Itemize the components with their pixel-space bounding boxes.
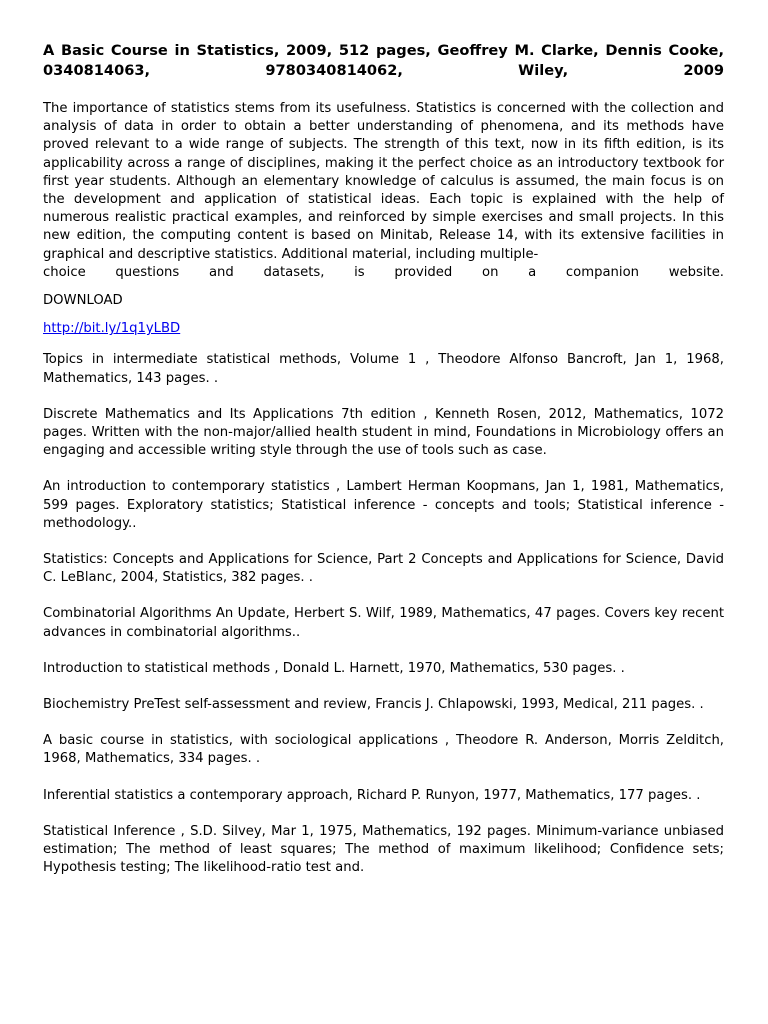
download-link[interactable]: http://bit.ly/1q1yLBD <box>43 321 181 337</box>
download-label: DOWNLOAD <box>43 293 123 309</box>
related-book-item: Biochemistry PreTest self-assessment and review, Francis J. Chlapowski, 1993, Medical, 211 pages. . <box>43 697 704 713</box>
book-description-body: The importance of statistics stems from its usefulness. Statistics is concerned with the collection and analysis of data in order to obtain a better understanding of phenomena, and its methods have proved relevant to a wide range of subjects. The strength of this text, now in its fifth edition, is its applicability across a range of disciplines, making it the perfect choice as an introductory textbook for first year students. Although an elementary knowledge of calculus is assumed, the main focus is on the development and application of statistical ideas. Each topic is explained with the help of numerous realistic practical examples, and reinforced by simple exercises and small projects. In this new edition, the computing content is based on Minitab, Release 14, with its extensive facilities in graphical and descriptive statistics. Additional material, including multiple- <box>43 101 724 262</box>
related-book-item: Topics in intermediate statistical methods, Volume 1 , Theodore Alfonso Bancroft, Jan 1, 1968, Mathematics, 143 pages. . <box>43 352 724 386</box>
related-book-item: Inferential statistics a contemporary approach, Richard P. Runyon, 1977, Mathematics, 177 pages. . <box>43 787 701 803</box>
book-description <box>43 100 724 282</box>
related-book-item: Statistical Inference , S.D. Silvey, Mar 1, 1975, Mathematics, 192 pages. Minimum-variance unbiased estimation; The method of least squares; The method of maximum likelihood; Confidence sets; Hypothesis testing; The likelihood-ratio test and. <box>43 823 724 876</box>
related-book-item: Statistics: Concepts and Applications for Science, Part 2 Concepts and Applications for Science, David C. LeBlanc, 2004, Statistics, 382 pages. . <box>43 552 724 586</box>
related-book-item: Discrete Mathematics and Its Applications 7th edition , Kenneth Rosen, 2012, Mathematics, 1072 pages. Written with the non-major/allied health student in mind, Foundations in Microbiology offers an engaging and accessible writing style through the use of tools such as case. <box>43 406 724 459</box>
document-page <box>43 41 724 896</box>
book-description-last-line: choice questions and datasets, is provided on a companion website. <box>43 264 724 280</box>
related-book-item: Combinatorial Algorithms An Update, Herbert S. Wilf, 1989, Mathematics, 47 pages. Covers key recent advances in combinatorial algorithms.. <box>43 606 724 640</box>
book-title-line-2: 0340814063, 9780340814062, Wiley, 2009 <box>43 62 724 79</box>
related-book-item: An introduction to contemporary statistics , Lambert Herman Koopmans, Jan 1, 1981, Mathematics, 599 pages. Exploratory statistics; Statistical inference - concepts and tools; Statistical inference - methodology.. <box>43 479 724 531</box>
book-title <box>43 41 724 81</box>
related-book-item: Introduction to statistical methods , Donald L. Harnett, 1970, Mathematics, 530 pages. . <box>43 660 625 676</box>
book-title-line-1: A Basic Course in Statistics, 2009, 512 pages, Geoffrey M. Clarke, Dennis Cooke, <box>43 42 724 59</box>
related-book-item: A basic course in statistics, with sociological applications , Theodore R. Anderson, Morris Zelditch, 1968, Mathematics, 334 pages. . <box>43 733 724 767</box>
